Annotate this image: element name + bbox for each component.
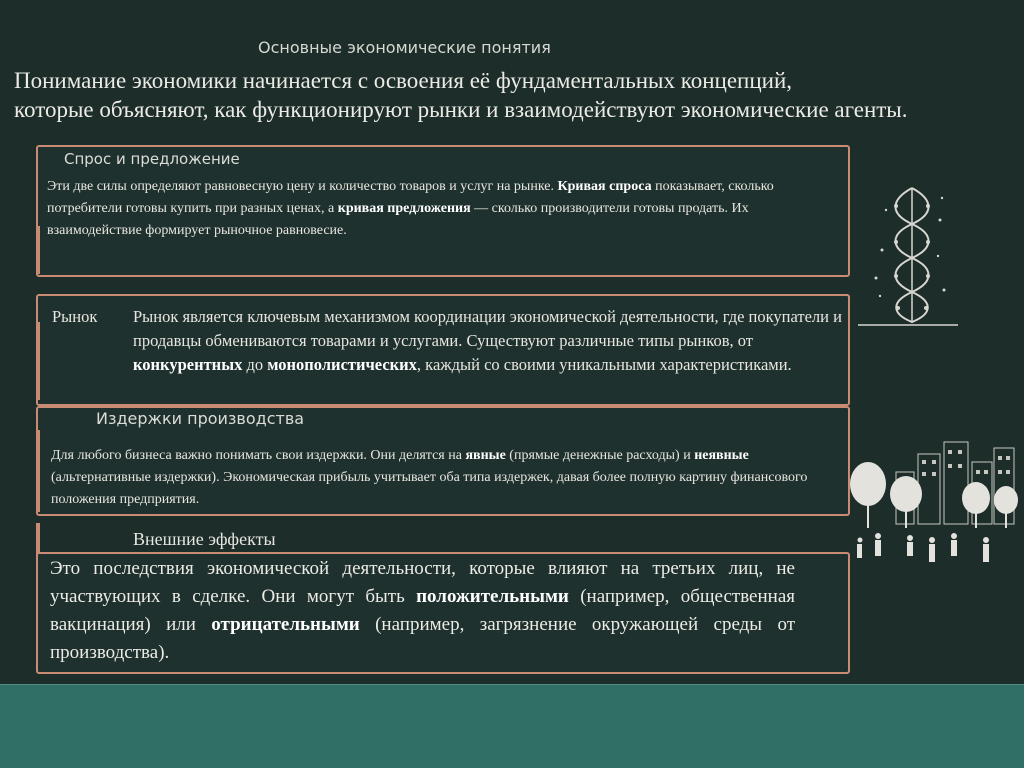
costs-heading: Издержки производства [96, 409, 305, 428]
card-accent [36, 523, 40, 555]
intro-text [14, 66, 1014, 124]
city-illustration [848, 436, 1018, 576]
card-accent [36, 430, 40, 512]
slide-title: Основные экономические понятия [258, 38, 551, 57]
dna-illustration [852, 180, 962, 330]
footer-bar [0, 684, 1024, 768]
externalities-heading: Внешние эффекты [133, 529, 276, 549]
externalities-text: Это последствия экономической деятельности, которые влияют на третьих лиц, не участвующих в сделке. Они могут быть положительными (например, общественная вакцинация) или отрицательными (например, загрязнение окружающей среды от производства). [50, 558, 796, 663]
supply-demand-heading: Спрос и предложение [64, 150, 240, 168]
intro-line-2: которые объясняют, как функционируют рынки и взаимодействуют экономические агенты. [14, 97, 908, 122]
market-heading: Рынок [52, 307, 98, 326]
card-accent [36, 322, 40, 400]
costs-text: Для любого бизнеса важно понимать свои издержки. Они делятся на явные (прямые денежные расходы) и неявные (альтернативные издержки). Экономическая прибыль учитывает оба типа издержек, давая более полную картину финансового положения предприятия. [51, 448, 808, 507]
card-accent [36, 226, 40, 274]
supply-demand-text: Эти две силы определяют равновесную цену и количество товаров и услуг на рынке. Кривая спроса показывает, сколько потребители готовы купить при разных ценах, а кривая предложения — сколько производители готовы продать. Их взаимодействие формирует рыночное равновесие. [47, 179, 774, 238]
market-text: Рынок является ключевым механизмом координации экономической деятельности, где покупатели и продавцы обмениваются товарами и услугами. Существуют различные типы рынков, от конкурентных до монополистических, каждый со своими уникальными характеристиками. [133, 307, 842, 374]
intro-line-1: Понимание экономики начинается с освоения её фундаментальных концепций, [14, 68, 793, 93]
